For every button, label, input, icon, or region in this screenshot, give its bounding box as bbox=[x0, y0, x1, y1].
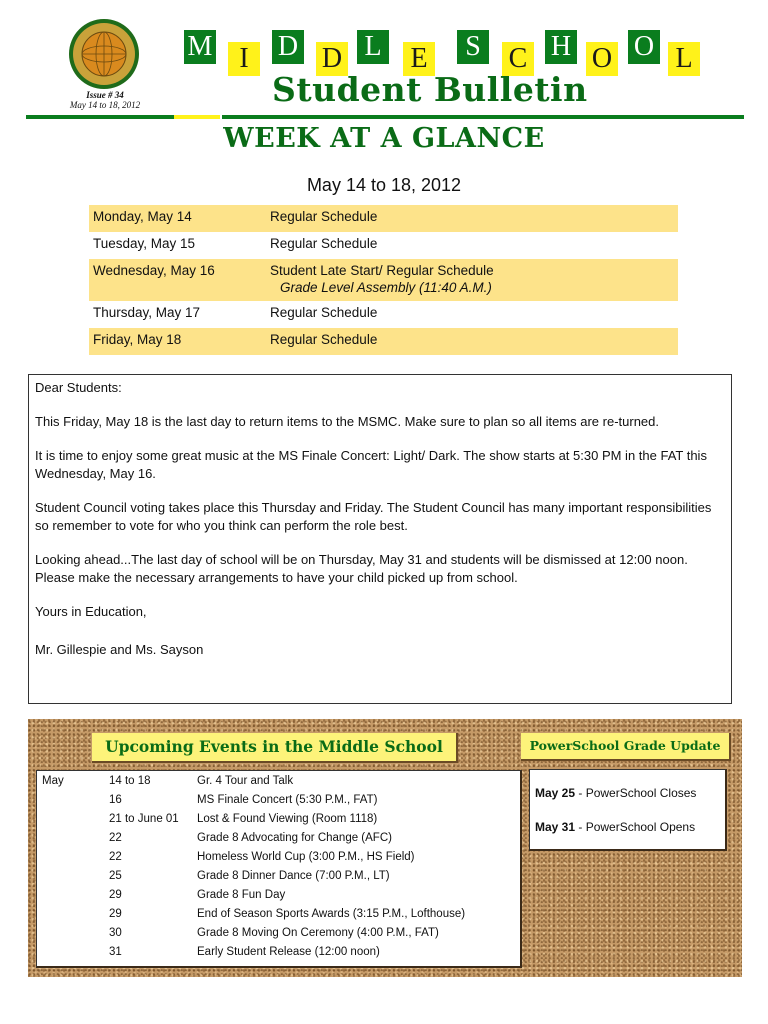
event-date: 31 bbox=[109, 946, 122, 958]
letter-paragraph: Student Council voting takes place this Thursday and Friday. The Student Council has many important responsibilities so remember to vote for who you think can perform the role best. bbox=[35, 500, 712, 533]
powerschool-item bbox=[535, 820, 695, 834]
masthead-letter-tile: C bbox=[502, 42, 534, 76]
letter-box bbox=[28, 374, 732, 704]
issue-number: Issue # 34 bbox=[86, 90, 124, 100]
event-date: 21 to June 01 bbox=[109, 813, 179, 825]
masthead-letter-tile: I bbox=[228, 42, 260, 76]
powerschool-date: May 25 bbox=[535, 786, 576, 800]
upcoming-events-title: Upcoming Events in the Middle School bbox=[92, 733, 458, 763]
powerschool-text: - PowerSchool Opens bbox=[575, 820, 696, 834]
event-name: Grade 8 Advocating for Change (AFC) bbox=[197, 832, 392, 844]
event-date: 29 bbox=[109, 908, 122, 920]
schedule-row bbox=[89, 259, 678, 301]
event-name: Homeless World Cup (3:00 P.M., HS Field) bbox=[197, 851, 415, 863]
letter-paragraph: This Friday, May 18 is the last day to return items to the MSMC. Make sure to plan so all items are re-turned. bbox=[35, 414, 659, 429]
event-name: Lost & Found Viewing (Room 1118) bbox=[197, 813, 378, 825]
schedule-row bbox=[89, 232, 678, 259]
letter-paragraph: Looking ahead...The last day of school will be on Thursday, May 31 and students will be dismissed at 12:00 noon. Please make the necessary arrangements to have your child picked up from school. bbox=[35, 552, 688, 585]
page-title: Student Bulletin bbox=[272, 70, 588, 109]
schedule-day: Thursday, May 17 bbox=[93, 305, 201, 320]
week-date-range: May 14 to 18, 2012 bbox=[306, 175, 462, 195]
masthead-letter-tile: O bbox=[628, 30, 660, 64]
schedule-day: Friday, May 18 bbox=[93, 332, 182, 347]
event-date: 30 bbox=[109, 927, 122, 939]
event-name: Early Student Release (12:00 noon) bbox=[197, 946, 380, 958]
masthead-letter-tile: M bbox=[184, 30, 216, 64]
masthead-letter-tile: E bbox=[403, 42, 435, 76]
schedule-type: Regular Schedule bbox=[270, 332, 378, 347]
powerschool-box bbox=[529, 769, 727, 851]
powerschool-date: May 31 bbox=[535, 820, 576, 834]
masthead-letter-tile: D bbox=[316, 42, 348, 76]
masthead-letter-tile: S bbox=[457, 30, 489, 64]
event-name: Grade 8 Moving On Ceremony (4:00 P.M., FAT) bbox=[197, 927, 439, 939]
schedule-note: Grade Level Assembly (11:40 A.M.) bbox=[280, 280, 492, 295]
masthead-letter-tile: L bbox=[357, 30, 389, 64]
event-date: 22 bbox=[109, 851, 122, 863]
schedule-row bbox=[89, 328, 678, 355]
schedule-type: Regular Schedule bbox=[270, 236, 378, 251]
masthead-letter-tile: D bbox=[272, 30, 304, 64]
masthead-letter-tile: O bbox=[586, 42, 618, 76]
issue-dates: May 14 to 18, 2012 bbox=[69, 100, 141, 110]
event-name: Gr. 4 Tour and Talk bbox=[197, 775, 294, 787]
letter-paragraph: It is time to enjoy some great music at the MS Finale Concert: Light/ Dark. The show starts at 5:30 PM in the FAT this Wednesday, May 16. bbox=[35, 448, 707, 481]
schedule-day: Tuesday, May 15 bbox=[93, 236, 196, 251]
event-date: 14 to 18 bbox=[109, 775, 151, 787]
event-name: MS Finale Concert (5:30 P.M., FAT) bbox=[197, 794, 378, 806]
schedule-type: Regular Schedule bbox=[270, 209, 378, 224]
schedule-type: Regular Schedule bbox=[270, 305, 378, 320]
events-month-label: May bbox=[42, 775, 64, 787]
letter-greeting: Dear Students: bbox=[35, 380, 122, 395]
masthead-letter-tile: H bbox=[545, 30, 577, 64]
events-list bbox=[36, 770, 522, 968]
event-date: 16 bbox=[109, 794, 122, 806]
letter-signature: Mr. Gillespie and Ms. Sayson bbox=[35, 642, 204, 657]
school-seal-logo bbox=[66, 18, 142, 90]
powerschool-item bbox=[535, 786, 696, 800]
event-name: Grade 8 Fun Day bbox=[197, 889, 286, 901]
event-date: 29 bbox=[109, 889, 122, 901]
event-name: End of Season Sports Awards (3:15 P.M., Lofthouse) bbox=[197, 908, 466, 920]
event-name: Grade 8 Dinner Dance (7:00 P.M., LT) bbox=[197, 870, 390, 882]
header-rule-green bbox=[26, 115, 174, 119]
schedule-row bbox=[89, 205, 678, 232]
event-date: 25 bbox=[109, 870, 122, 882]
week-schedule bbox=[89, 205, 678, 355]
schedule-row bbox=[89, 301, 678, 328]
schedule-type: Student Late Start/ Regular Schedule bbox=[270, 263, 494, 278]
powerschool-title: PowerSchool Grade Update bbox=[521, 733, 731, 761]
header-rule-green-right bbox=[222, 115, 744, 119]
letter-closing: Yours in Education, bbox=[35, 604, 147, 619]
schedule-day: Monday, May 14 bbox=[93, 209, 192, 224]
powerschool-text: - PowerSchool Closes bbox=[575, 786, 697, 800]
week-heading: WEEK AT A GLANCE bbox=[223, 123, 545, 154]
header-rule-yellow bbox=[174, 115, 220, 119]
issue-info bbox=[50, 90, 160, 110]
schedule-day: Wednesday, May 16 bbox=[93, 263, 215, 278]
masthead-letter-tile: L bbox=[668, 42, 700, 76]
event-date: 22 bbox=[109, 832, 122, 844]
